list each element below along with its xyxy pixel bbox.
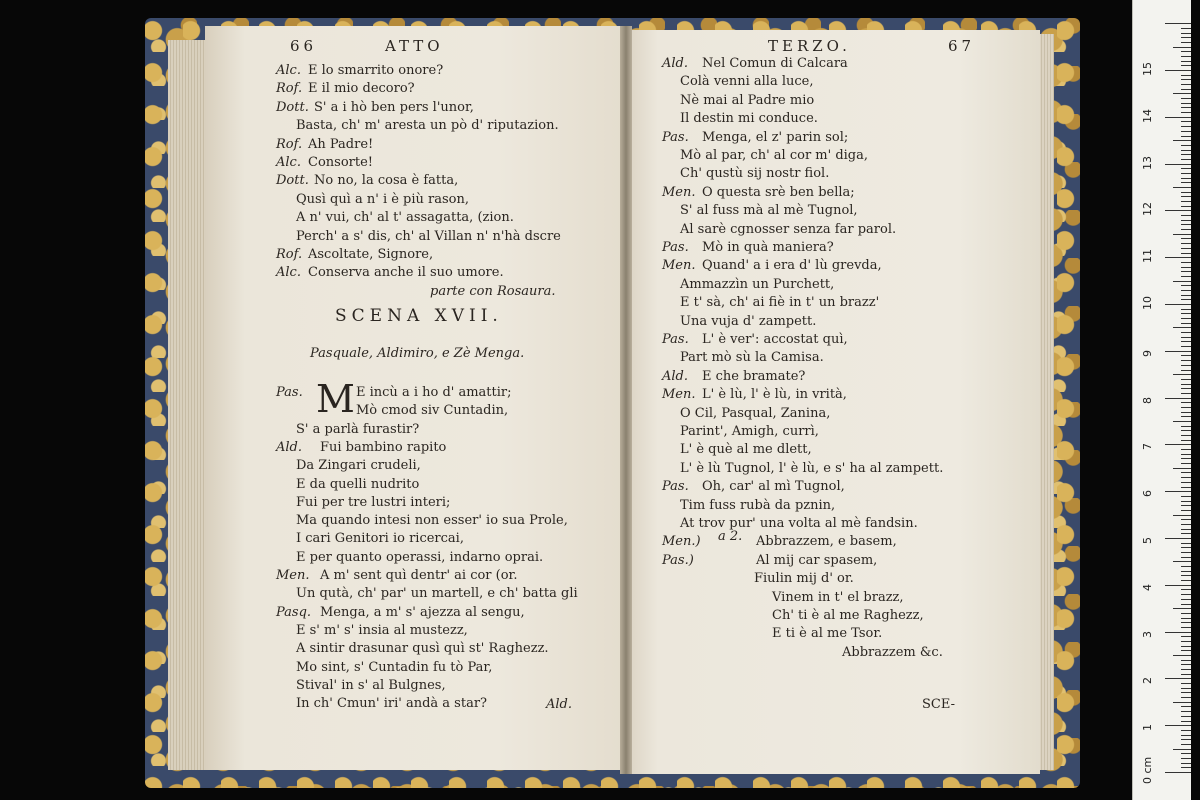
verse-line: E lo smarrito onore? [308,63,444,78]
ruler-tick [1181,402,1191,403]
ruler-tick [1181,412,1191,413]
ruler-tick [1181,136,1191,137]
ruler-tick [1173,93,1191,94]
speaker-label: Men. [662,184,696,200]
speaker-label: Alc. [276,265,301,281]
ruler-tick [1181,472,1191,473]
verse-line: Menga, a m' s' ajezza al sengu, [320,604,525,620]
ruler-tick [1165,585,1191,586]
ruler-tick [1173,234,1191,235]
verse-line: Fiulin mij d' or. [754,571,854,587]
verse-line: Stival' in s' al Bulgnes, [296,677,446,693]
ruler-tick [1165,257,1191,258]
ruler-tick [1181,159,1191,160]
speaker-label: Ald. [662,368,688,384]
verse-line: Ch' qustù sij nostr fiol. [680,166,830,182]
ruler-tick [1181,487,1191,488]
verse-line: Fui per tre lustri interi; [296,494,451,510]
ruler-tick [1165,23,1191,24]
verse-line: No no, la cosa è fatta, [314,173,459,189]
verse-line: S' al fuss mà al mè Tugnol, [680,203,858,219]
ruler-tick [1165,210,1191,211]
ruler-tick [1173,47,1191,48]
ruler-tick [1173,749,1191,750]
ruler-tick [1181,716,1191,717]
verse-line: Quand' a i era d' lù grevda, [702,258,882,274]
ruler-label: 13 [1141,155,1154,170]
verse-line: Nel Comun di Calcara [702,56,848,71]
ruler-tick [1173,608,1191,609]
drop-cap: M [316,377,355,421]
ruler-label: 3 [1141,630,1154,638]
ruler-label: 11 [1141,249,1154,264]
page-number: 67 [948,37,976,55]
ruler-tick [1181,360,1191,361]
ruler-label: 15 [1141,62,1154,76]
verse-line: L' è ver': accostat quì, [702,332,848,347]
ruler-tick [1181,674,1191,675]
ruler-tick [1181,449,1191,450]
ruler-label: 0 cm [1141,756,1154,784]
ruler-tick [1181,182,1191,183]
verse-line: Una vuja d' zampett. [680,313,817,329]
ruler-tick [1165,117,1191,118]
verse-line: S' a i hò ben pers l'unor, [314,99,474,115]
catchword: Ald. [546,697,572,712]
verse-line: Perch' a s' dis, ch' al Villan n' n'hà dscre [296,228,561,244]
ruler-tick [1181,622,1191,623]
ruler-tick [1181,711,1191,712]
ruler-tick [1181,393,1191,394]
measuring-ruler [1132,0,1191,800]
verse-line: Nè mai al Padre mio [680,92,815,108]
ruler-tick [1181,355,1191,356]
ruler-tick [1181,646,1191,647]
verse-line: O Cil, Pasqual, Zanina, [680,405,831,421]
ruler-tick [1181,299,1191,300]
ruler-tick [1165,772,1191,773]
verse-line: Basta, ch' m' aresta un pò d' riputazion. [296,118,559,134]
ruler-tick [1181,332,1191,333]
verse-line: E il mio decoro? [308,81,415,97]
ruler-tick [1181,496,1191,497]
ruler-label: 1 [1141,724,1154,732]
ruler-tick [1165,632,1191,633]
ruler-tick [1173,515,1191,516]
ruler-tick [1181,370,1191,371]
ruler-tick [1165,725,1191,726]
ruler-label: 14 [1141,108,1154,123]
ruler-tick [1181,739,1191,740]
speaker-label: Ald. [276,439,302,455]
ruler-label: 9 [1141,349,1154,357]
ruler-tick [1181,112,1191,113]
verse-line: Qusì quì a n' i è più rason, [296,191,470,207]
verse-line: Part mò sù la Camisa. [680,350,824,366]
ruler-tick [1173,281,1191,282]
ruler-tick [1173,468,1191,469]
speaker-label: Men. [662,258,696,274]
ruler-tick [1181,267,1191,268]
ruler-tick [1181,215,1191,216]
ruler-tick [1173,421,1191,422]
ruler-tick [1173,140,1191,141]
ruler-tick [1181,692,1191,693]
speaker-label: Pas. [662,240,689,255]
ruler-tick [1181,735,1191,736]
verse-line: I cari Genitori io ricercai, [296,531,464,547]
ruler-tick [1181,627,1191,628]
ruler-tick [1181,650,1191,651]
verse-line: Consorte! [308,155,373,170]
verse-line: E ti è al me Tsor. [772,626,883,642]
verse-line: Ammazzìn un Purchett, [680,276,835,292]
ruler-tick [1173,702,1191,703]
verse-line: L' è lù Tugnol, l' è lù, e s' ha al zampett. [680,460,944,476]
ruler-tick [1181,571,1191,572]
ruler-tick [1181,557,1191,558]
verse-line: A n' vui, ch' al t' assagatta, (zion. [296,210,514,226]
ruler-tick [1165,491,1191,492]
ruler-tick [1181,229,1191,230]
speaker-label: Pas. [276,385,303,400]
verse-line: L' è lù, l' è lù, in vrità, [702,387,847,403]
ruler-tick [1165,398,1191,399]
ruler-tick [1181,238,1191,239]
ruler-tick [1165,164,1191,165]
ruler-tick [1173,655,1191,656]
verse-line: Ma quando intesi non esser' io sua Prole, [296,513,568,529]
speaker-label: Alc. [276,63,301,78]
scene-characters: Pasquale, Aldimiro, e Zè Menga. [310,346,525,361]
ruler-tick [1181,758,1191,759]
ruler-tick [1181,580,1191,581]
verse-line: E incù a i ho d' amattir; [356,385,512,400]
ruler-tick [1181,744,1191,745]
ruler-tick [1181,28,1191,29]
ruler-tick [1181,65,1191,66]
ruler-tick [1173,187,1191,188]
ruler-tick [1181,697,1191,698]
ruler-tick [1181,669,1191,670]
verse-line: L' è què al me dlett, [680,442,812,458]
verse-line: parte con Rosaura. [430,283,556,299]
ruler-tick [1181,543,1191,544]
ruler-tick [1181,220,1191,221]
ruler-tick [1181,196,1191,197]
ruler-tick [1181,529,1191,530]
ruler-tick [1165,678,1191,679]
ruler-label: 7 [1141,443,1154,451]
ruler-tick [1181,107,1191,108]
ruler-tick [1181,337,1191,338]
ruler-tick [1181,309,1191,310]
verse-line: O questa srè ben bella; [702,184,855,200]
ruler-tick [1181,295,1191,296]
ruler-tick [1181,706,1191,707]
ruler-tick [1181,599,1191,600]
ruler-tick [1181,552,1191,553]
ruler-tick [1181,379,1191,380]
ruler-tick [1181,589,1191,590]
verse-line: Al mij car spasem, [756,552,878,568]
running-head: ATTO [385,37,444,55]
ruler-tick [1181,285,1191,286]
verse-line: Da Zingari crudeli, [296,458,421,474]
verse-line: Mò al par, ch' al cor m' diga, [680,148,869,163]
verse-line: At trov pur' una volta al mè fandsin. [680,516,918,531]
ruler-tick [1181,290,1191,291]
speaker-label: Dott. [276,173,309,189]
ruler-tick [1181,407,1191,408]
ruler-tick [1181,206,1191,207]
ruler-label: 12 [1141,202,1154,217]
ruler-tick [1181,440,1191,441]
speaker-label: Men. [276,568,310,583]
ruler-tick [1181,131,1191,132]
ruler-tick [1181,763,1191,764]
running-head: TERZO. [768,37,851,55]
ruler-tick [1173,327,1191,328]
verse-line: Mo sint, s' Cuntadin fu tò Par, [296,659,493,675]
ruler-tick [1181,168,1191,169]
ruler-tick [1181,56,1191,57]
ruler-tick [1173,561,1191,562]
verse-line: Al sarè cgnosser senza far parol. [680,221,897,237]
ruler-tick [1181,683,1191,684]
ruler-tick [1181,84,1191,85]
ruler-tick [1165,70,1191,71]
verse-line: Ah Padre! [308,136,374,152]
ruler-tick [1181,533,1191,534]
speaker-label: Ald. [662,56,688,71]
a-due-mark: a 2. [718,529,743,544]
verse-line: E da quelli nudrito [296,476,420,492]
ruler-label: 4 [1141,583,1154,591]
verse-line: In ch' Cmun' iri' andà a star? [296,696,488,712]
ruler-tick [1181,721,1191,722]
ruler-tick [1181,51,1191,52]
ruler-tick [1181,618,1191,619]
ruler-tick [1181,313,1191,314]
ruler-tick [1181,501,1191,502]
ruler-tick [1181,271,1191,272]
ruler-tick [1181,318,1191,319]
speaker-label: Men.) [662,534,701,550]
ruler-tick [1181,594,1191,595]
ruler-tick [1181,276,1191,277]
verse-line: Menga, el z' parin sol; [702,129,849,145]
ruler-tick [1181,454,1191,455]
verse-line: Conserva anche il suo umore. [308,265,504,281]
verse-line: Mò cmod siv Cuntadin, [356,403,509,419]
ruler-tick [1181,575,1191,576]
verse-line: Abbrazzem, e basem, [756,534,897,550]
ruler-tick [1181,566,1191,567]
ruler-tick [1181,430,1191,431]
ruler-tick [1181,463,1191,464]
speaker-label: Pasq. [276,604,312,620]
ruler-tick [1181,201,1191,202]
ruler-tick [1181,79,1191,80]
page-number: 66 [290,37,318,55]
verse-line: E che bramate? [702,368,806,384]
ruler-tick [1181,688,1191,689]
ruler-tick [1181,636,1191,637]
verse-line: A sintir drasunar qusì quì st' Raghezz. [296,641,549,657]
ruler-tick [1181,660,1191,661]
ruler-tick [1181,262,1191,263]
verse-line: Colà venni alla luce, [680,74,814,90]
speaker-label: Pas.) [662,552,694,568]
verse-line: E per quanto operassi, indarno oprai. [296,549,544,565]
ruler-tick [1181,248,1191,249]
ruler-tick [1165,351,1191,352]
ruler-tick [1181,178,1191,179]
ruler-tick [1181,613,1191,614]
ruler-tick [1181,145,1191,146]
speaker-label: Rof. [276,247,303,262]
speaker-label: Dott. [276,99,309,115]
ruler-label: 10 [1141,296,1154,310]
ruler-tick [1181,664,1191,665]
book-gutter [620,26,632,774]
scene-title: SCENA XVII. [335,306,503,326]
ruler-tick [1181,126,1191,127]
ruler-tick [1181,767,1191,768]
ruler-tick [1181,388,1191,389]
ruler-tick [1181,435,1191,436]
verse-line: Mò in quà maniera? [702,240,834,255]
ruler-tick [1181,346,1191,347]
verse-line: Ch' ti è al me Raghezz, [772,608,924,623]
ruler-label: 8 [1141,396,1154,404]
ruler-tick [1181,37,1191,38]
ruler-tick [1165,444,1191,445]
verse-line: Fui bambino rapito [320,439,447,455]
ruler-tick [1181,641,1191,642]
ruler-tick [1165,304,1191,305]
speaker-label: Rof. [276,81,303,97]
ruler-tick [1181,42,1191,43]
ruler-tick [1181,524,1191,525]
ruler-tick [1181,173,1191,174]
speaker-label: Pas. [662,129,689,145]
ruler-tick [1181,604,1191,605]
verse-line: S' a parlà furastir? [296,421,420,437]
ruler-tick [1181,458,1191,459]
left-page [205,26,623,770]
ruler-label: 5 [1141,537,1154,544]
ruler-tick [1181,98,1191,99]
verse-line: Vinem in t' el brazz, [772,589,904,605]
ruler-tick [1181,224,1191,225]
verse-line: E s' m' s' insia al mustezz, [296,622,468,638]
verse-line: E t' sà, ch' ai fiè in t' un brazz' [680,295,880,311]
verse-line: Oh, car' al mì Tugnol, [702,479,845,495]
ruler-tick [1181,89,1191,90]
ruler-tick [1181,323,1191,324]
verse-line: Ascoltate, Signore, [308,247,434,262]
verse-line: A m' sent quì dentr' ai cor (or. [320,568,518,583]
ruler-tick [1181,753,1191,754]
ruler-tick [1181,510,1191,511]
right-page [628,30,1040,774]
ruler-tick [1181,243,1191,244]
ruler-tick [1181,341,1191,342]
speaker-label: Pas. [662,332,689,347]
verse-line: Parint', Amigh, currì, [680,424,819,439]
ruler-tick [1181,365,1191,366]
ruler-tick [1181,150,1191,151]
ruler-tick [1181,482,1191,483]
ruler-tick [1181,730,1191,731]
ruler-tick [1181,33,1191,34]
page-edges-left [168,40,208,770]
speaker-label: Pas. [662,479,689,495]
ruler-tick [1181,192,1191,193]
ruler-tick [1181,426,1191,427]
ruler-tick [1165,538,1191,539]
ruler-tick [1181,121,1191,122]
ruler-tick [1181,61,1191,62]
ruler-tick [1181,547,1191,548]
ruler-tick [1181,416,1191,417]
verse-line: Un qutà, ch' par' un martell, e ch' batta gli [296,586,578,602]
verse-line: Il destin mi conduce. [680,111,818,127]
speaker-label: Men. [662,387,696,403]
ruler-label: 6 [1141,490,1154,498]
ruler-tick [1181,519,1191,520]
ruler-tick [1181,505,1191,506]
ruler-tick [1181,75,1191,76]
ruler-tick [1181,154,1191,155]
ruler-tick [1181,477,1191,478]
ruler-tick [1181,103,1191,104]
ruler-tick [1181,253,1191,254]
ruler-tick [1181,384,1191,385]
speaker-label: Alc. [276,155,301,170]
catchword: SCE- [922,697,955,712]
ruler-tick [1173,374,1191,375]
ruler-label: 2 [1141,677,1154,685]
verse-line: Tim fuss rubà da pznin, [680,497,836,513]
verse-line: Abbrazzem &c. [842,644,943,660]
speaker-label: Rof. [276,136,303,152]
